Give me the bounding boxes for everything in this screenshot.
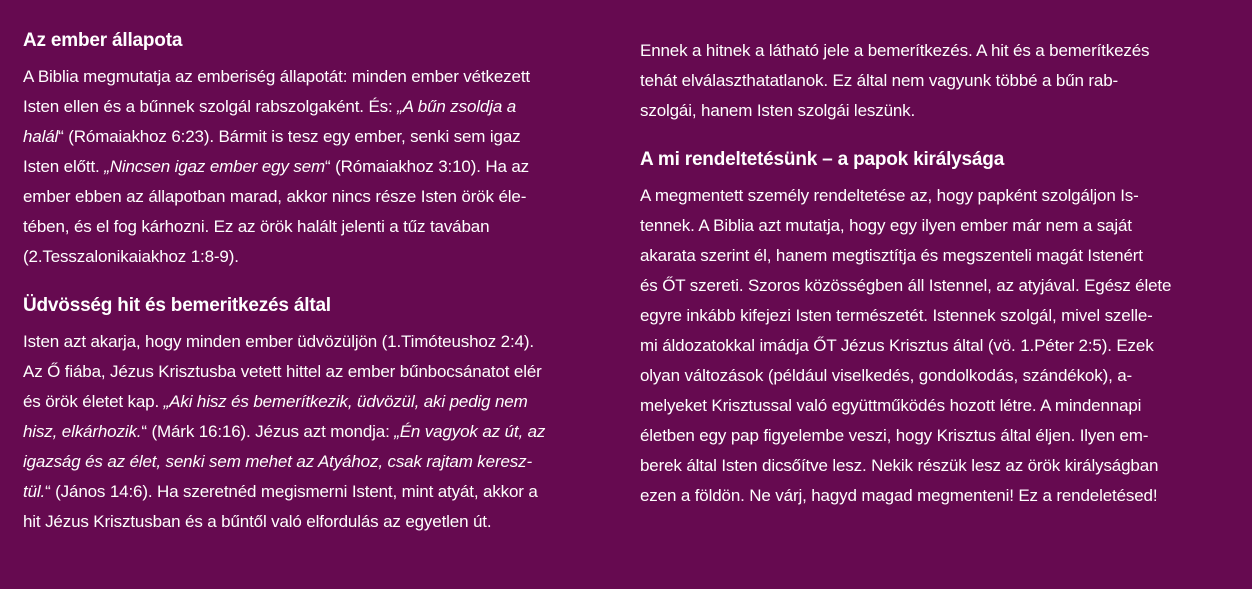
section-heading-rendeltetes: A mi rendeltetésünk – a papok királysága <box>640 149 1005 170</box>
italic-quote-run: hisz, elkárhozik. <box>23 422 142 441</box>
text-run: Isten azt akarja, hogy minden ember üdvözüljön (1.Timóteushoz 2:4). <box>23 332 534 351</box>
text-line <box>640 241 1230 271</box>
text-run: A Biblia megmutatja az emberiség állapotát: minden ember vétkezett <box>23 67 530 86</box>
text-line <box>23 447 613 477</box>
text-line <box>640 301 1230 331</box>
text-run: tehát elválaszthatatlanok. Ez által nem vagyunk többé a bűn rab- <box>640 71 1119 90</box>
text-line <box>23 242 613 272</box>
text-line <box>640 481 1230 511</box>
text-run: Ennek a hitnek a látható jele a bemerítkezés. A hit és a bemerítkezés <box>640 41 1150 60</box>
text-run: A megmentett személy rendeltetése az, hogy papként szolgáljon Is- <box>640 186 1139 205</box>
text-run: ember ebben az állapotban marad, akkor nincs része Isten örök éle- <box>23 187 527 206</box>
text-line <box>23 122 613 152</box>
text-line <box>23 212 613 242</box>
text-run: “ (Márk 16:16). Jézus azt mondja: <box>141 422 395 441</box>
italic-quote-run: tül. <box>23 482 46 501</box>
text-line <box>640 331 1230 361</box>
text-line <box>23 507 613 537</box>
text-line <box>23 152 613 182</box>
text-line <box>640 66 1230 96</box>
text-run: és ŐT szereti. Szoros közösségben áll Istennel, az atyjával. Egész élete <box>640 276 1172 295</box>
italic-quote-run: „Én vagyok az út, az <box>394 422 546 441</box>
italic-quote-run: „A bűn zsoldja a <box>397 97 517 116</box>
text-line <box>23 92 613 122</box>
text-run: életben egy pap figyelembe veszi, hogy Krisztus által éljen. Ilyen em- <box>640 426 1149 445</box>
text-run: Isten előtt. <box>23 157 105 176</box>
text-run: és örök életet kap. <box>23 392 164 411</box>
text-run: “ (Rómaiakhoz 3:10). Ha az <box>325 157 530 176</box>
text-line <box>23 387 613 417</box>
text-run: (2.Tesszalonikaiakhoz 1:8-9). <box>23 247 239 266</box>
text-line <box>23 327 613 357</box>
text-run: “ (János 14:6). Ha szeretnéd megismerni Istent, mint atyát, akkor a <box>45 482 538 501</box>
left-column <box>23 28 613 537</box>
italic-quote-run: „Aki hisz és bemerítkezik, üdvözül, aki pedig nem <box>163 392 528 411</box>
text-line <box>23 62 613 92</box>
section-body-ember-allapota <box>23 62 613 272</box>
text-line <box>23 417 613 447</box>
text-run: tében, és el fog kárhozni. Ez az örök halált jelenti a tűz tavában <box>23 217 490 236</box>
text-line <box>640 211 1230 241</box>
section-body-rendeltetes <box>640 181 1230 511</box>
text-run: ezen a földön. Ne várj, hagyd magad megmenteni! Ez a rendeletésed! <box>640 486 1158 505</box>
right-column <box>640 36 1230 511</box>
text-line <box>640 271 1230 301</box>
text-run: melyeket Krisztussal való együttműködés hozott létre. A mindennapi <box>640 396 1142 415</box>
text-line <box>640 391 1230 421</box>
text-run: berek által Isten dicsőítve lesz. Nekik részük lesz az örök királyságban <box>640 456 1159 475</box>
section-heading-udvosseg: Üdvösség hit és bemeritkezés által <box>23 295 331 316</box>
section-body-udvosseg <box>23 327 613 537</box>
intro-paragraph-bemerites <box>640 36 1230 126</box>
text-run: Isten ellen és a bűnnek szolgál rabszolgaként. És: <box>23 97 398 116</box>
text-run: tennek. A Biblia azt mutatja, hogy egy ilyen ember már nem a saját <box>640 216 1132 235</box>
text-line <box>23 357 613 387</box>
text-run: “ (Rómaiakhoz 6:23). Bármit is tesz egy ember, senki sem igaz <box>58 127 521 146</box>
text-line <box>640 181 1230 211</box>
text-run: olyan változások (például viselkedés, gondolkodás, szándékok), a- <box>640 366 1133 385</box>
text-run: hit Jézus Krisztusban és a bűntől való elfordulás az egyetlen út. <box>23 512 492 531</box>
text-run: mi áldozatokkal imádja ŐT Jézus Krisztus által (vö. 1.Péter 2:5). Ezek <box>640 336 1154 355</box>
italic-quote-run: igazság és az élet, senki sem mehet az Atyához, csak rajtam keresz- <box>23 452 532 471</box>
text-line <box>640 421 1230 451</box>
text-run: akarata szerint él, hanem megtisztítja és megszenteli magát Istenért <box>640 246 1143 265</box>
italic-quote-run: halál <box>23 127 59 146</box>
text-line <box>640 96 1230 126</box>
text-line <box>23 182 613 212</box>
text-line <box>640 451 1230 481</box>
italic-quote-run: „Nincsen igaz ember egy sem <box>104 157 326 176</box>
text-run: egyre inkább kifejezi Isten természetét. Istennek szolgál, mivel szelle- <box>640 306 1153 325</box>
text-line <box>23 477 613 507</box>
section-heading-ember-allapota: Az ember állapota <box>23 30 183 51</box>
text-line <box>640 36 1230 66</box>
text-line <box>640 361 1230 391</box>
text-run: szolgái, hanem Isten szolgái leszünk. <box>640 101 916 120</box>
text-run: Az Ő fiába, Jézus Krisztusba vetett hittel az ember bűnbocsánatot elér <box>23 362 542 381</box>
